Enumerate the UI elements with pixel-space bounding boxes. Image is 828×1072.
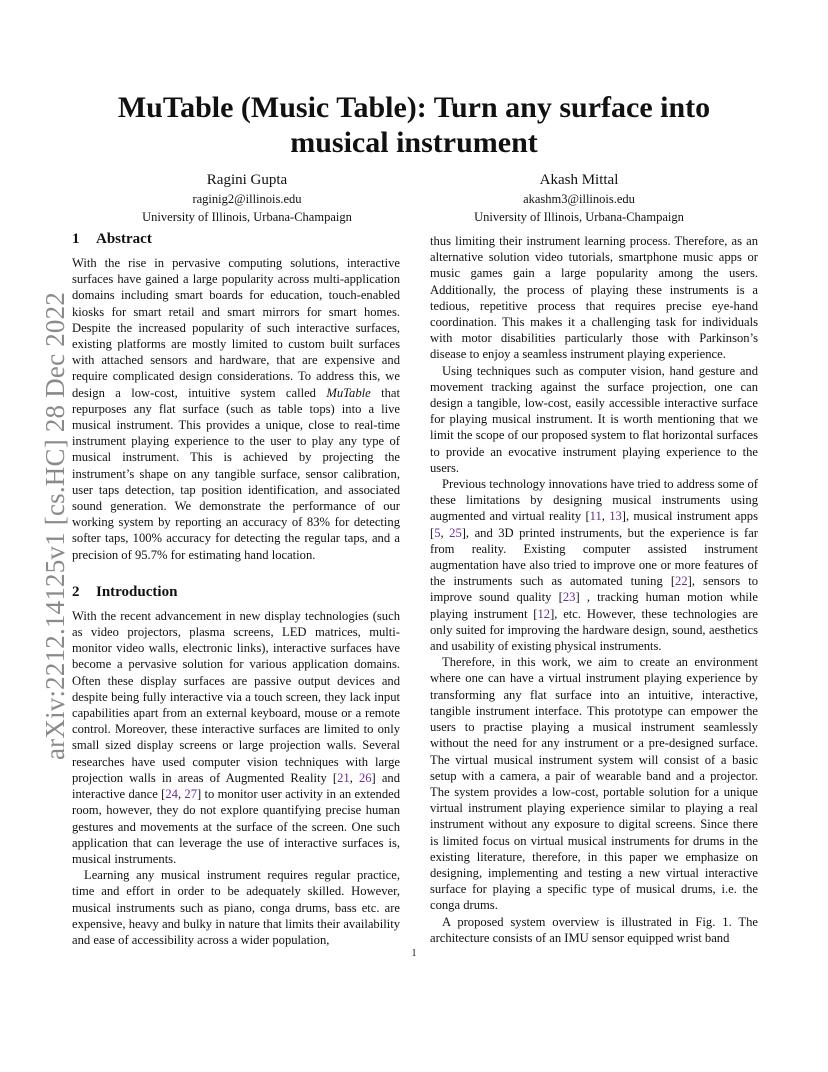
left-column [72,230,400,948]
author-email: raginig2@illinois.edu [192,192,302,206]
section-heading-introduction: 2 Introduction [72,583,178,600]
arxiv-sidebar [20,280,70,760]
author-affiliation: University of Illinois, Urbana-Champaign [474,210,684,224]
body-paragraph: A proposed system overview is illustrated in Fig. 1. The architecture consists of an IMU sensor equipped wrist band [430,914,758,945]
body-paragraph: With the recent advancement in new display technologies (such as video projectors, plasma screens, LED matrices, multi-monitor video walls, electronic links), interactive surfaces have become a pervasive solution for various application domains. Often these display surfaces are passive output devices and despite being fully interactive via a touch screen, they lack input capabilities apart from an external keyboard, mouse or a remote control. Moreover, these interactive surfaces are limited to only small sized display screens or large projection walls. Several researches have used computer vision techniques with large projection walls in areas of Augmented Reality [21, 26] and interactive dance [24, 27] to monitor user activity in an extended room, however, they do not explore quantifying precise human gestures and movements at the surface of the screen. One such application that can leverage the use of interactive surfaces is, musical instruments. [72,608,401,866]
author-name: Akash Mittal [539,172,619,188]
author-block-1 [82,170,412,226]
author-affiliation: University of Illinois, Urbana-Champaign [142,210,352,224]
author-email: akashm3@illinois.edu [523,192,635,206]
body-paragraph: Previous technology innovations have tried to address some of these limitations by designing musical instruments using augmented and virtual reality [11, 13], musical instrument apps [5, 25], and 3D printed instruments, but the experience is far from reality. Existing computer assisted instrument augmentation have also tried to improve one or more features of the instruments such as automated tuning [22], sensors to improve sound quality [23] , tracking human motion while playing instrument [12], etc. However, these technologies are only suited for improving the hardware design, sound, aesthetics and usability of existing physical instruments. [430,477,759,654]
abstract-paragraph: With the rise in pervasive computing solutions, interactive surfaces have gained a large popularity across multi-application domains including smart boards for education, touch-enabled kiosks for smart retail and smart mirrors for smart homes. Despite the increased popularity of such interactive surfaces, existing platforms are mostly limited to custom built surfaces with attached sensors and hardware, that are expensive and require complicated design considerations. To address this, we design a low-cost, intuitive system called MuTable that repurposes any flat surface (such as table tops) into a live musical instrument. This provides a unique, close to real-time instrument playing experience to the user to play any type of musical instrument. This is achieved by projecting the instrument’s shape on any tangible surface, sensor calibration, user taps detection, tap position identification, and associated sound generation. We demonstrate the performance of our working system by reporting an accuracy of 83% for detecting softer taps, 100% accuracy for detecting the regular taps, and a precision of 95.7% for estimating hand location. [72,256,400,562]
author-name: Ragini Gupta [206,172,288,188]
section-heading-abstract: 1 Abstract [72,231,152,247]
author-block-2 [414,170,744,226]
body-paragraph: thus limiting their instrument learning process. Therefore, as an alternative solution video tutorials, smartphone music apps or music games gain a large popularity among the users. Additionally, the process of playing these instruments is a tedious, repetitive process that requires precise eye-hand coordination. This makes it a challenging task for individuals with motor disabilities particularly those with Parkinson’s disease to enjoy a seamless instrument playing experience. [430,234,758,362]
right-column [430,233,758,946]
body-paragraph: Therefore, in this work, we aim to create an environment where one can have a virtual instrument playing experience by transforming any flat surface into an intuitive, interactive, tangible instrument interface. This prototype can empower the users to practise playing a musical instrument seamlessly without the need for any instrument or a pre-designed surface. The virtual musical instrument system will consist of a basic setup with a camera, a pair of wearable band and a projector. The system provides a low-cost, portable solution for a unique virtual instrument playing experience similar to playing a real instrument without any exposure to digital screens. Since there is limited focus on virtual musical instruments for drums in the existing literature, therefore, in this paper we emphasize on designing, implementing and testing a new virtual interactive surface for playing a specific type of musical drums, i.e. the conga drums. [430,655,758,913]
arxiv-identifier: arXiv:2212.14125v1 [cs.HC] 28 Dec 2022 [40,291,70,760]
page-number: 1 [411,948,417,959]
paper-title: MuTable (Music Table): Turn any surface into musical instrument [117,91,711,159]
body-paragraph: Learning any musical instrument requires regular practice, time and effort in order to be adequately skilled. However, musical instruments such as piano, conga drums, bass etc. are expensive, heavy and bulky in nature that limits their availability and ease of accessibility across a wider population, [72,868,400,947]
body-paragraph: Using techniques such as computer vision, hand gesture and movement tracking against the surface projection, one can design a tangible, low-cost, easily accessible interactive surface for playing musical instrument. It is worth mentioning that we limit the scope of our proposed system to flat horizontal surfaces to provide an evocative instrument playing experience to the users. [430,363,758,475]
